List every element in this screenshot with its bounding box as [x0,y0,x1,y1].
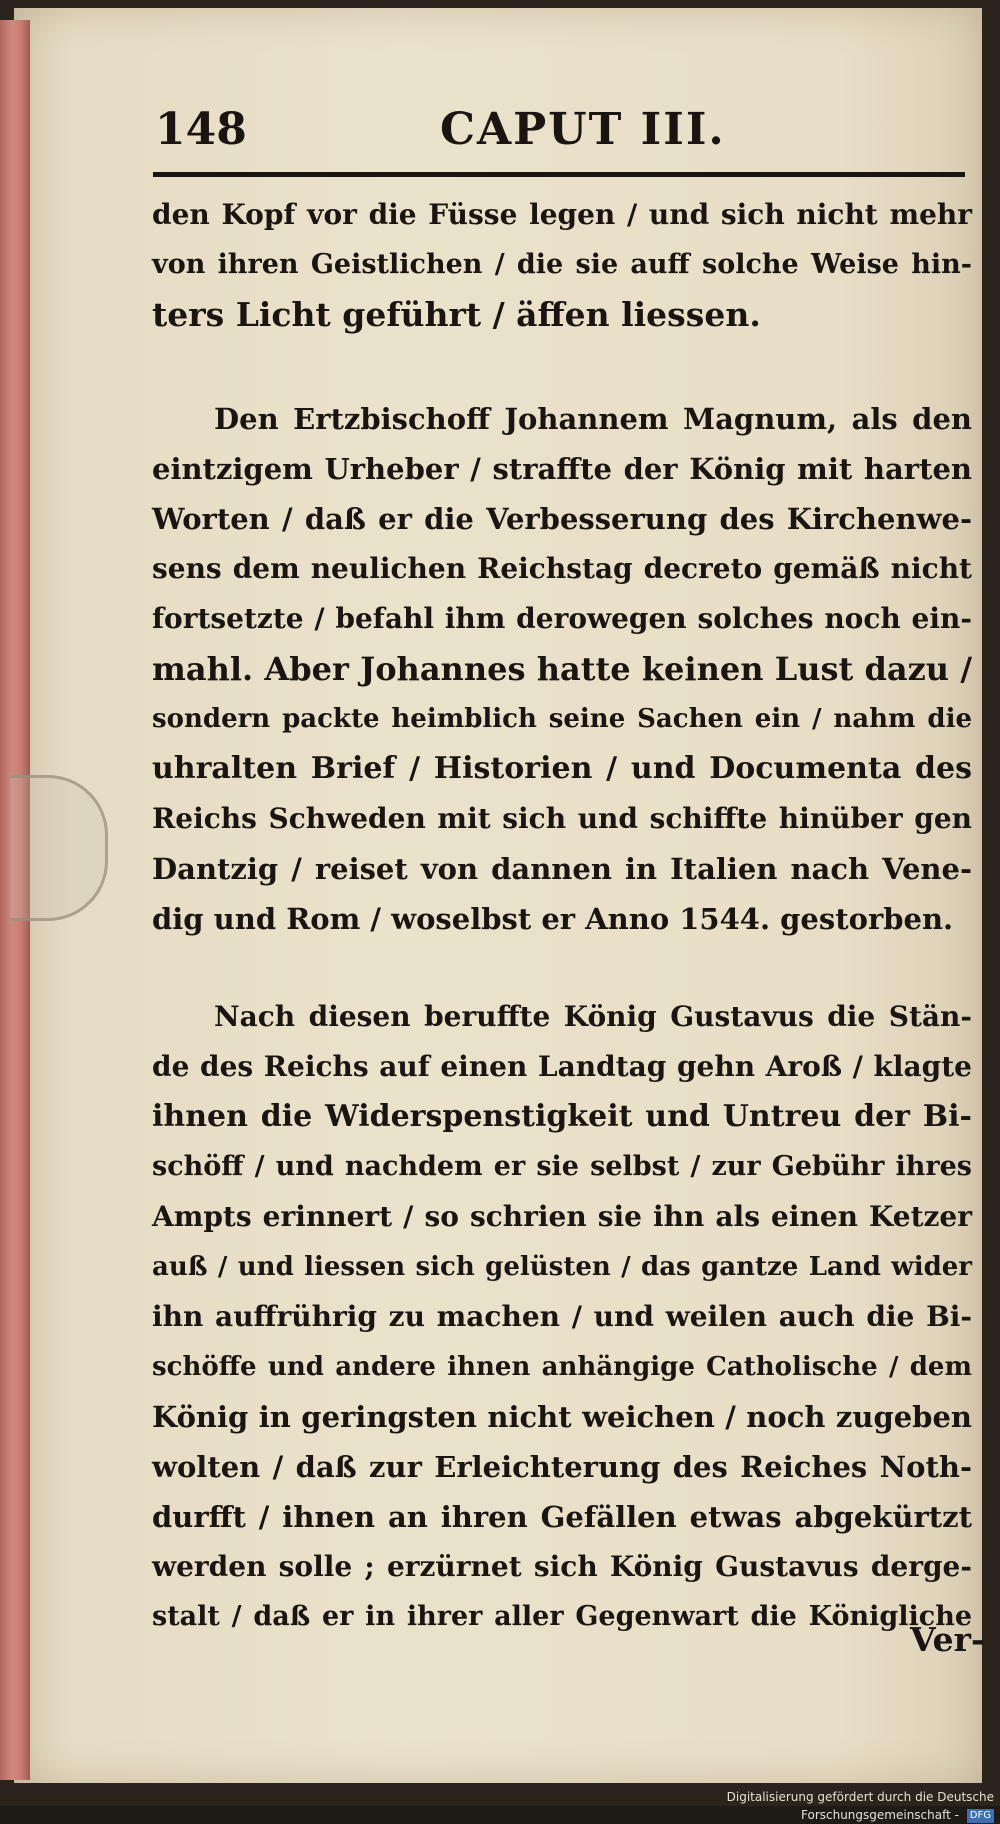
text-line: werden solle ; erzürnet sich König Gustavus derge- [152,1550,972,1583]
text-line: auß / und liessen sich gelüsten / das gantze Land wider [152,1252,972,1282]
text-line: Worten / daß er die Verbesserung des Kirchenwe- [152,502,972,536]
text-line: fortsetzte / befahl ihm derowegen solches noch ein- [152,602,972,635]
digitization-footer [600,1788,1000,1822]
page-number: 148 [155,104,247,155]
text-line: durfft / ihnen an ihren Gefällen etwas abgekürtzt [152,1500,972,1534]
text-line: mahl. Aber Johannes hatte keinen Lust dazu / [152,650,972,688]
text-line: eintzigem Urheber / straffte der König mit harten [152,452,972,486]
text-line: schöff / und nachdem er sie selbst / zur Gebühr ihres [152,1151,972,1182]
catchword: Ver- [910,1620,985,1659]
text-line: ters Licht geführt / äffen liessen. [152,295,761,334]
text-line: schöffe und andere ihnen anhängige Catholische / dem [152,1352,972,1382]
page-header [150,100,980,160]
text-line: uhralten Brief / Historien / und Documenta des [152,751,972,786]
running-head: CAPUT III. [440,104,726,155]
paragraph-2 [152,394,972,944]
dfg-logo-icon: DFG [967,1809,994,1823]
footer-text: Digitalisierung gefördert durch die Deutsche Forschungsgemeinschaft - [726,1790,994,1822]
text-line: ihnen die Widerspenstigkeit und Untreu der Bi- [152,1099,972,1134]
text-line: den Kopf vor die Füsse legen / und sich nicht mehr [152,198,972,231]
text-line: Dantzig / reiset von dannen in Italien nach Vene- [152,852,972,886]
paragraph-3 [152,992,972,1642]
text-line: wolten / daß zur Erleichterung des Reiches Noth- [152,1450,972,1484]
text-line: dig und Rom / woselbst er Anno 1544. gestorben. [152,902,954,936]
text-line: ihn auffrührig zu machen / und weilen auch die Bi- [152,1300,972,1333]
text-line: stalt / daß er in ihrer aller Gegenwart die Königliche [152,1601,972,1632]
text-line: de des Reichs auf einen Landtag gehn Aroß / klagte [152,1050,972,1083]
text-line: Den Ertzbischoff Johannem Magnum, als den [214,402,972,436]
header-rule [153,172,965,177]
paragraph-1 [152,190,972,340]
text-line: Ampts erinnert / so schrien sie ihn als einen Ketzer [152,1200,972,1233]
page-clip [10,775,108,921]
body-text [152,190,972,1642]
text-line: König in geringsten nicht weichen / noch zugeben [152,1400,972,1434]
text-line: Nach diesen beruffte König Gustavus die Stän- [214,1000,972,1033]
text-line: von ihren Geistlichen / die sie auff solche Weise hin- [152,249,972,280]
text-line: Reichs Schweden mit sich und schiffte hinüber gen [152,802,972,835]
text-line: sondern packte heimblich seine Sachen ein / nahm die [152,704,972,734]
text-line: sens dem neulichen Reichstag decreto gemäß nicht [152,552,972,585]
